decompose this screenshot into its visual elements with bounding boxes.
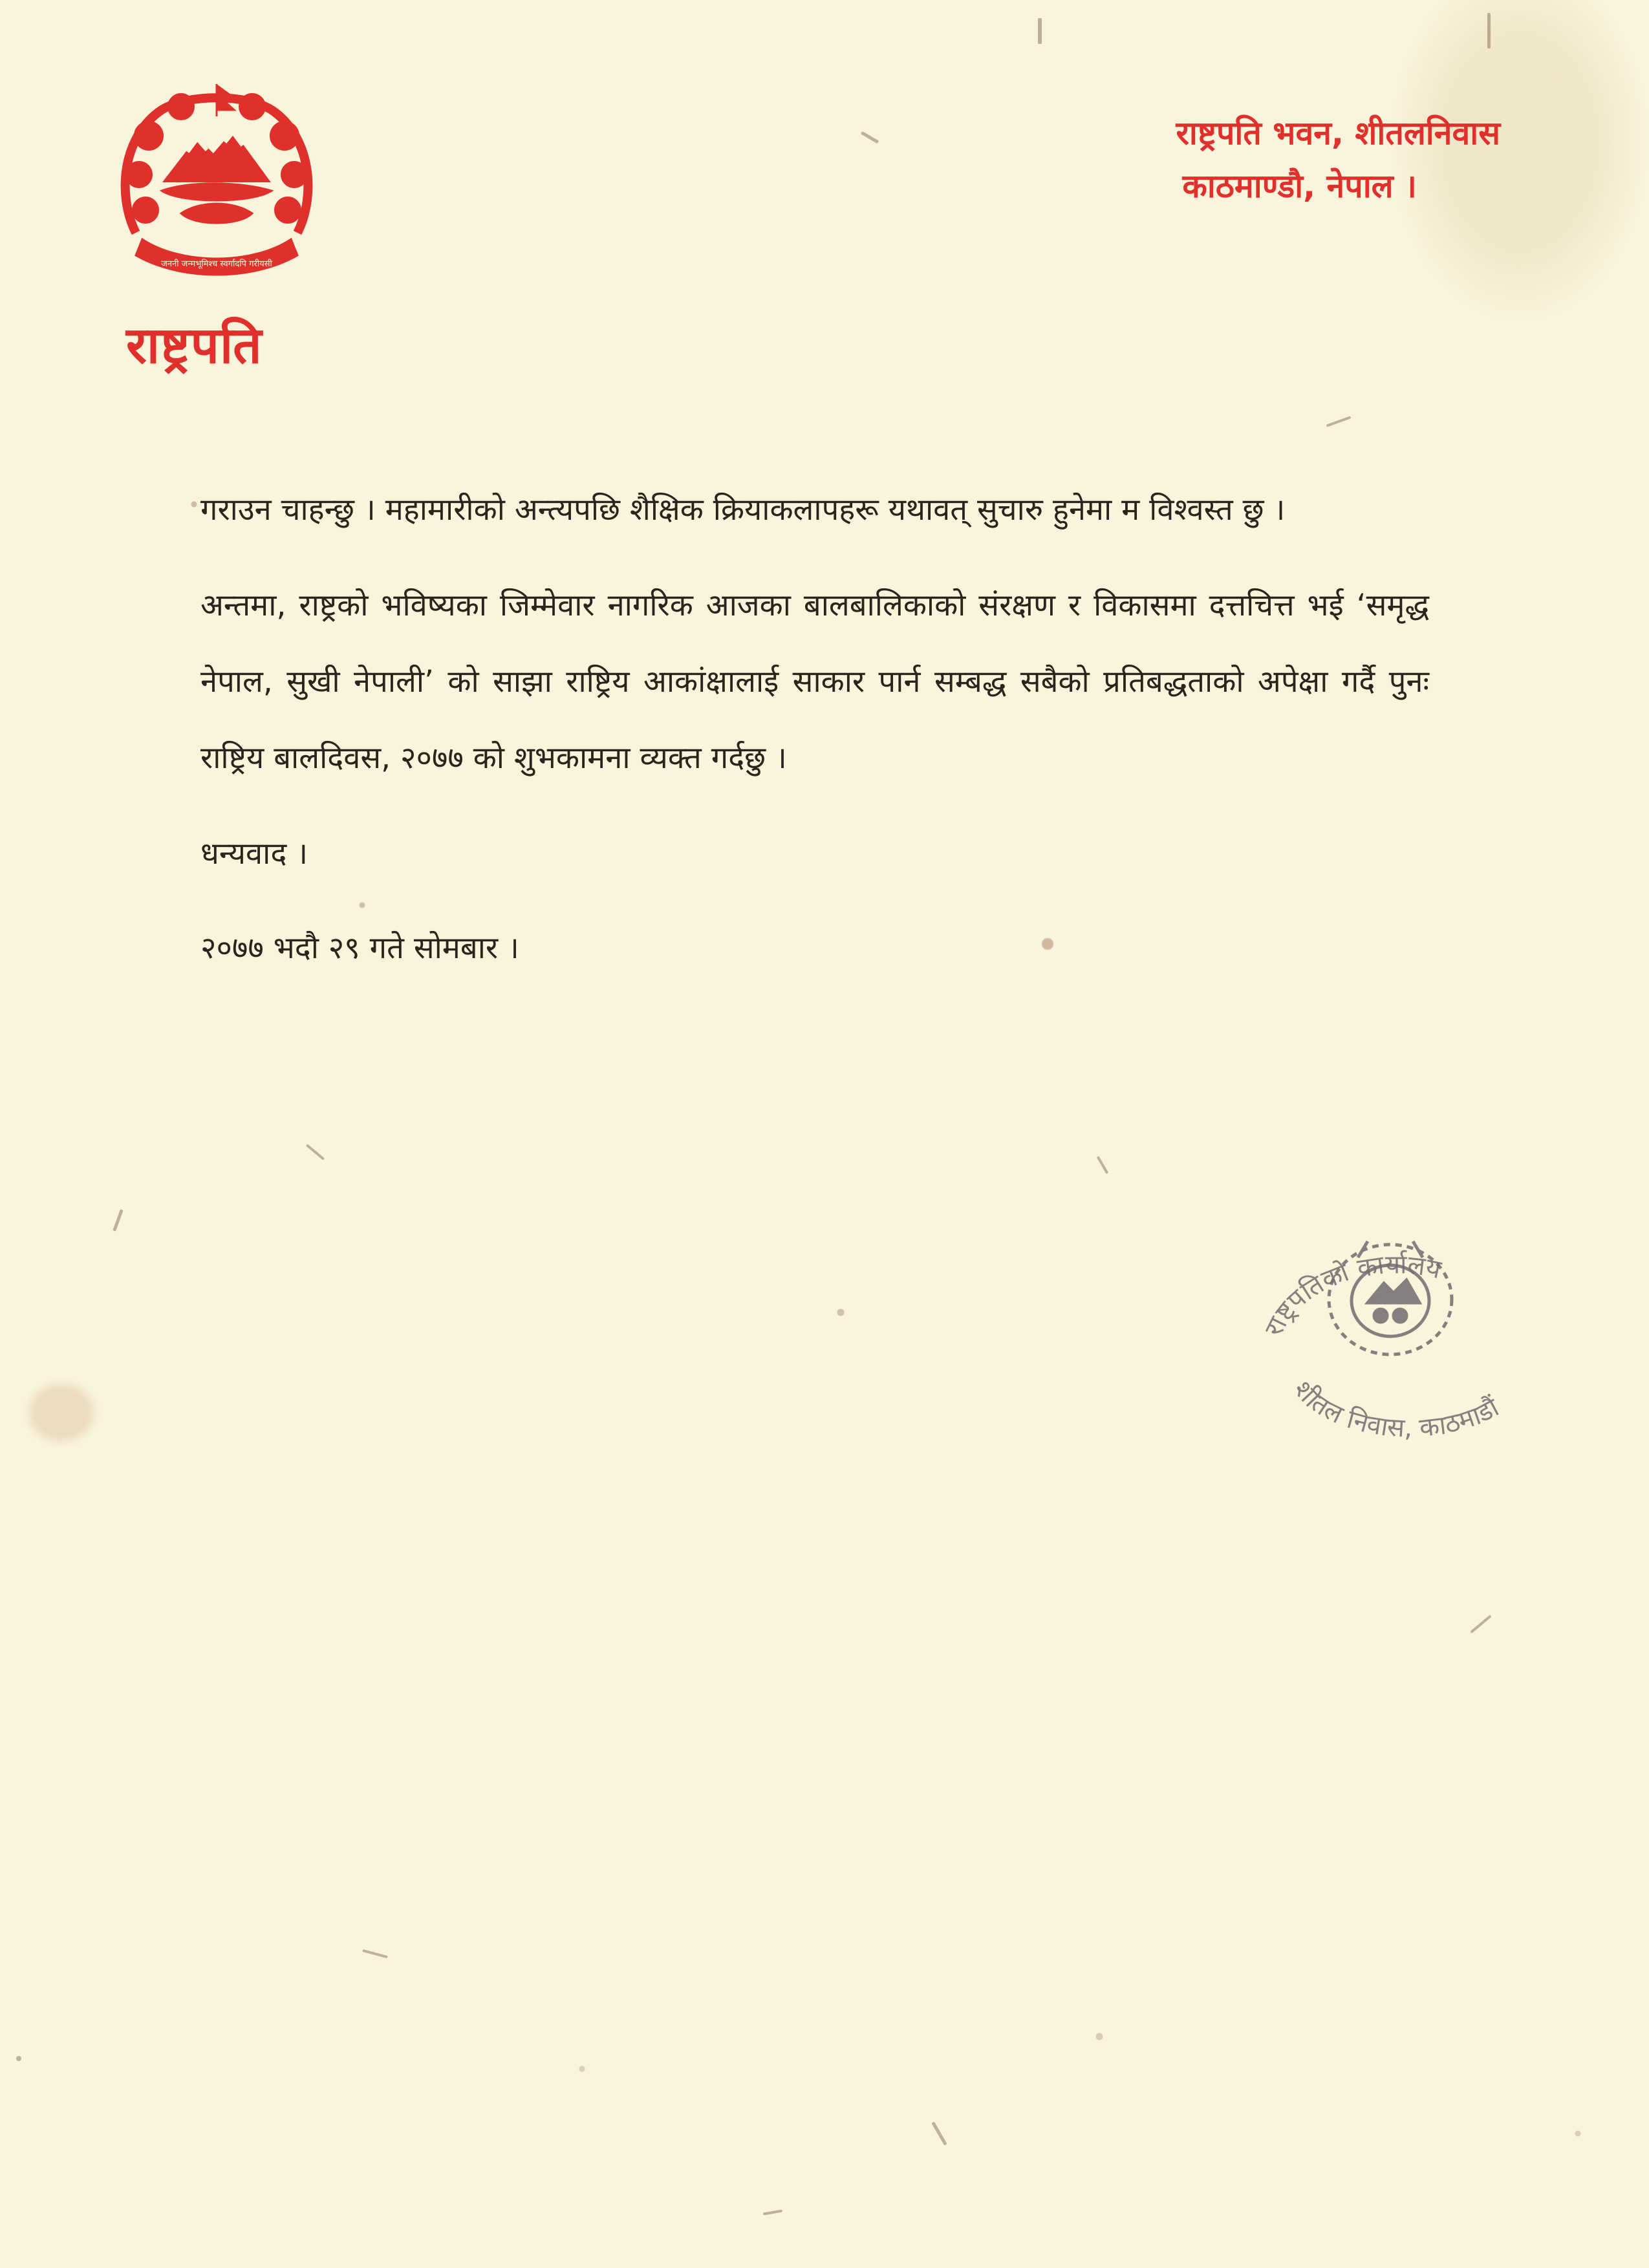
seal-text-line-1: राष्ट्रपतिको कार्यालय xyxy=(1258,1250,1444,1342)
nepal-emblem-icon xyxy=(110,78,323,291)
paper-fleck xyxy=(16,2056,21,2061)
letterhead-title: राष्ट्रपति xyxy=(126,317,263,375)
letter-date: २०७७ भदौ २९ गते सोमबार । xyxy=(200,930,519,966)
address-line-2: काठमाण्डौ, नेपाल । xyxy=(1182,167,1417,205)
svg-text:शीतल निवास, काठमाडौं xyxy=(1288,1375,1504,1443)
letterhead-address xyxy=(1176,107,1500,213)
closing-text: धन्यवाद । xyxy=(200,836,308,872)
emblem-motto: जननी जन्मभूमिश्च स्वर्गादपि गरीयसी xyxy=(161,259,272,269)
paper-fleck xyxy=(1487,13,1491,48)
seal-text-line-2: शीतल निवास, काठमाडौं xyxy=(1288,1375,1504,1444)
office-seal-stamp xyxy=(1255,1228,1526,1461)
paper-fleck xyxy=(1038,18,1042,44)
body-paragraph-1: गराउन चाहन्छु । महामारीको अन्त्यपछि शैक्षिक क्रियाकलापहरू यथावत् सुचारु हुनेमा म विश्वस्त छु । xyxy=(200,492,1286,528)
address-line-1: राष्ट्रपति भवन, शीतलनिवास xyxy=(1176,114,1500,152)
body-paragraph-2: अन्तमा, राष्ट्रको भविष्यका जिम्मेवार नागरिक आजका बालबालिकाको संरक्षण र विकासमा दत्तचित्त भई ‘समृद्ध नेपाल, सुखी नेपाली’ को साझा राष्ट्रिय आकांक्षालाई साकार पार्न सम्बद्ध सबैको प्रतिबद्धताको अपेक्षा गर्दै पुनः राष्ट्रिय बालदिवस, २०७७ को शुभकामना व्यक्त गर्दछु । xyxy=(200,588,1429,776)
letter-body xyxy=(200,472,1429,1006)
